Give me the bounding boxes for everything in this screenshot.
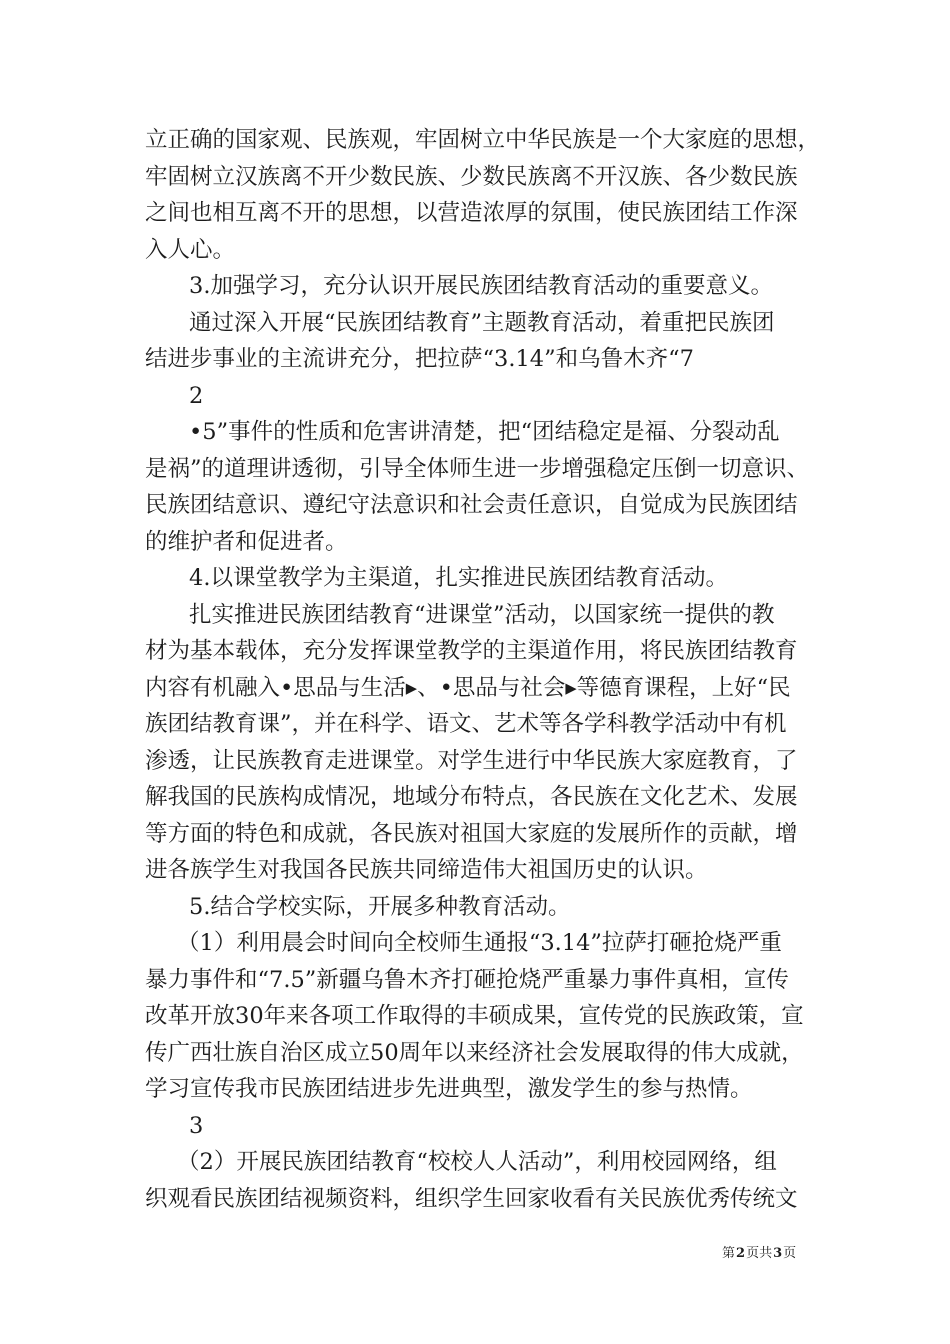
- footer-text: 页: [783, 1246, 797, 1261]
- body-line: 的维护者和促进者。: [145, 528, 348, 555]
- page-number-marker: 3: [189, 1112, 204, 1139]
- section-heading-3: 3.加强学习，充分认识开展民族团结教育活动的重要意义。: [189, 273, 773, 299]
- current-page-number: 2: [736, 1246, 746, 1261]
- body-line: 等方面的特色和成就，各民族对祖国大家庭的发展所作的贡献，增: [145, 820, 798, 847]
- page-footer: [722, 1245, 796, 1263]
- footer-text: 页共: [746, 1246, 773, 1261]
- body-line: 织观看民族团结视频资料，组织学生回家收看有关民族优秀传统文: [145, 1185, 798, 1212]
- list-item-1: （1）利用晨会时间向全校师生通报“3.14”拉萨打砸抢烧严重: [177, 930, 782, 956]
- list-item-2: （2）开展民族团结教育“校校人人活动”，利用校园网络，组: [177, 1149, 777, 1175]
- body-line: 内容有机融入•思品与生活▸、•思品与社会▸等德育课程，上好“民: [145, 674, 791, 701]
- body-line: 之间也相互离不开的思想，以营造浓厚的氛围，使民族团结工作深: [145, 200, 798, 226]
- body-line: 立正确的国家观、民族观，牢固树立中华民族是一个大家庭的思想，: [145, 127, 821, 153]
- body-line: 入人心。: [145, 236, 236, 263]
- body-line: 材为基本载体，充分发挥课堂教学的主渠道作用，将民族团结教育: [145, 638, 798, 664]
- body-line: 传广西壮族自治区成立50周年以来经济社会发展取得的伟大成就，: [145, 1039, 804, 1066]
- footer-text: 第: [722, 1246, 736, 1261]
- body-line: 是祸”的道理讲透彻，引导全体师生进一步增强稳定压倒一切意识、: [145, 455, 810, 482]
- body-line: 改革开放30年来各项工作取得的丰硕成果，宣传党的民族政策，宣: [145, 1003, 804, 1029]
- body-line: 解我国的民族构成情况，地域分布特点，各民族在文化艺术、发展: [145, 784, 798, 810]
- document-body: [145, 122, 845, 1217]
- body-line: 民族团结意识、遵纪守法意识和社会责任意识，自觉成为民族团结: [145, 492, 798, 518]
- body-line: 牢固树立汉族离不开少数民族、少数民族离不开汉族、各少数民族: [145, 163, 798, 190]
- body-line: 结进步事业的主流讲充分，把拉萨“3.14”和乌鲁木齐“7: [145, 346, 694, 372]
- section-heading-4: 4.以课堂教学为主渠道，扎实推进民族团结教育活动。: [189, 565, 728, 591]
- body-line: 暴力事件和“7.5”新疆乌鲁木齐打砸抢烧严重暴力事件真相，宣传: [145, 966, 789, 993]
- section-heading-5: 5.结合学校实际，开展多种教育活动。: [189, 893, 571, 920]
- body-line: •5”事件的性质和危害讲清楚，把“团结稳定是福、分裂动乱: [189, 419, 780, 445]
- page-number-marker: 2: [189, 382, 204, 409]
- body-line: 通过深入开展“民族团结教育”主题教育活动，着重把民族团: [189, 309, 775, 336]
- body-line: 族团结教育课”，并在科学、语文、艺术等各学科教学活动中有机: [145, 711, 787, 737]
- body-line: 学习宣传我市民族团结进步先进典型，激发学生的参与热情。: [145, 1076, 753, 1102]
- body-line: 渗透，让民族教育走进课堂。对学生进行中华民族大家庭教育，了: [145, 747, 798, 774]
- body-line: 进各族学生对我国各民族共同缔造伟大祖国历史的认识。: [145, 857, 708, 883]
- total-page-number: 3: [773, 1246, 783, 1261]
- body-line: 扎实推进民族团结教育“进课堂”活动，以国家统一提供的教: [189, 601, 775, 628]
